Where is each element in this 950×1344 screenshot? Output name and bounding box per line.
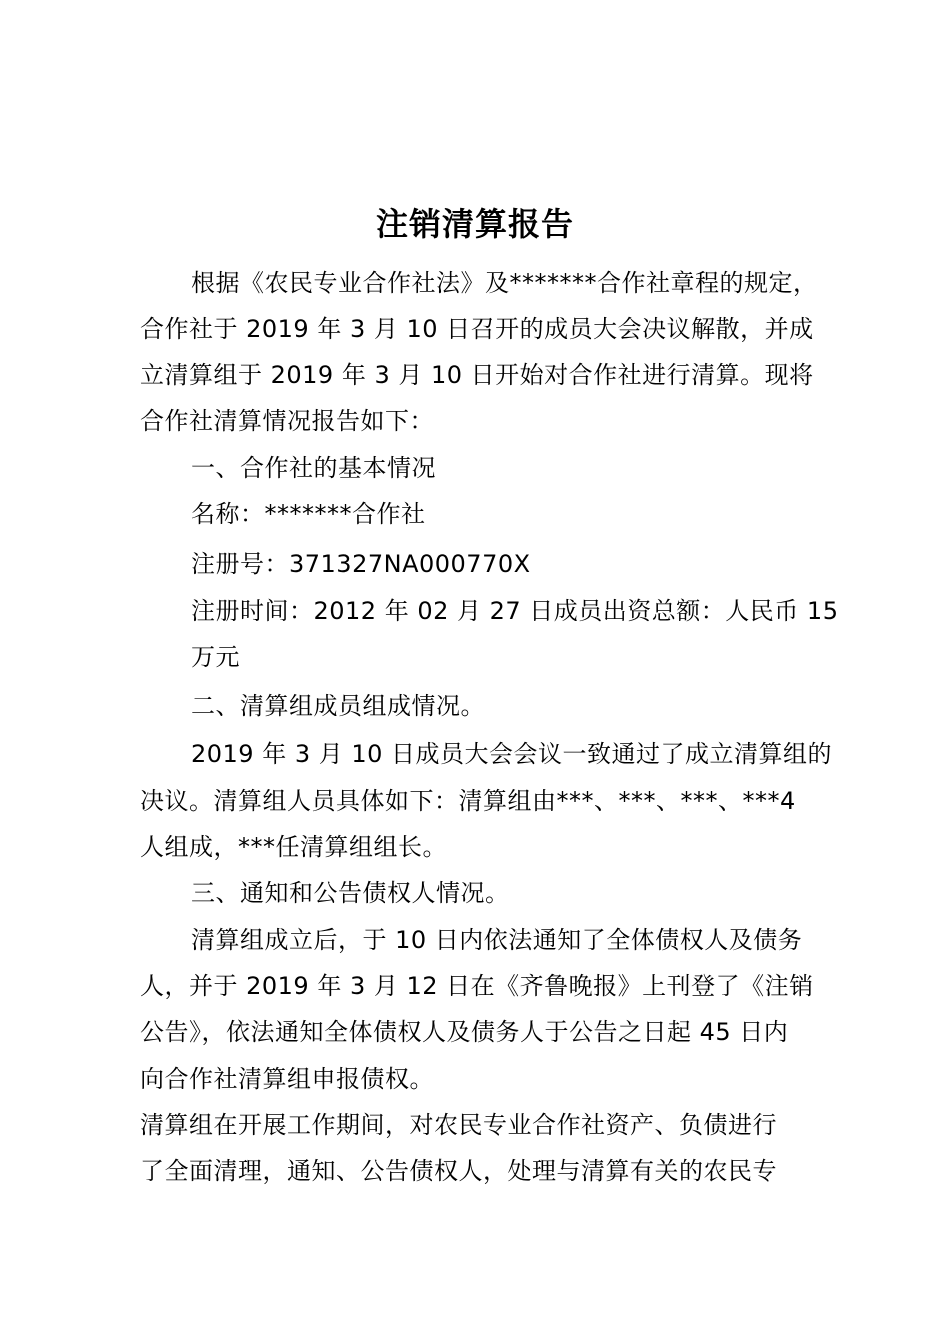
- paragraph-line: 合作社于 2019 年 3 月 10 日召开的成员大会决议解散，并成: [140, 315, 814, 343]
- paragraph-line: 根据《农民专业合作社法》及*******合作社章程的规定，: [191, 269, 818, 297]
- paragraph-line: 人，并于 2019 年 3 月 12 日在《齐鲁晚报》上刊登了《注销: [140, 972, 814, 1000]
- section-heading: 三、通知和公告债权人情况。: [191, 879, 510, 907]
- paragraph-line: 清算组成立后，于 10 日内依法通知了全体债权人及债务: [191, 926, 803, 954]
- info-line-name: 名称：*******合作社: [191, 500, 426, 528]
- info-line-capital: 万元: [191, 643, 240, 671]
- info-line-registration-date: 注册时间：2012 年 02 月 27 日成员出资总额：人民币 15: [191, 597, 839, 625]
- document-title: 注销清算报告: [375, 205, 574, 243]
- paragraph-line: 决议。清算组人员具体如下：清算组由***、***、***、***4: [140, 787, 796, 815]
- paragraph-line: 立清算组于 2019 年 3 月 10 日开始对合作社进行清算。现将: [140, 361, 814, 389]
- paragraph-line: 向合作社清算组申报债权。: [140, 1065, 434, 1093]
- paragraph-line: 合作社清算情况报告如下：: [140, 407, 434, 435]
- info-line-registration-number: 注册号：371327NA000770X: [191, 550, 531, 578]
- section-heading: 二、清算组成员组成情况。: [191, 692, 485, 720]
- paragraph-line: 了全面清理，通知、公告债权人，处理与清算有关的农民专: [140, 1157, 777, 1185]
- paragraph-line: 清算组在开展工作期间，对农民专业合作社资产、负债进行: [140, 1111, 777, 1139]
- paragraph-line: 2019 年 3 月 10 日成员大会会议一致通过了成立清算组的: [191, 740, 833, 768]
- section-heading: 一、合作社的基本情况: [191, 454, 436, 482]
- paragraph-line: 人组成，***任清算组组长。: [140, 833, 447, 861]
- paragraph-line: 公告》，依法通知全体债权人及债务人于公告之日起 45 日内: [140, 1018, 789, 1046]
